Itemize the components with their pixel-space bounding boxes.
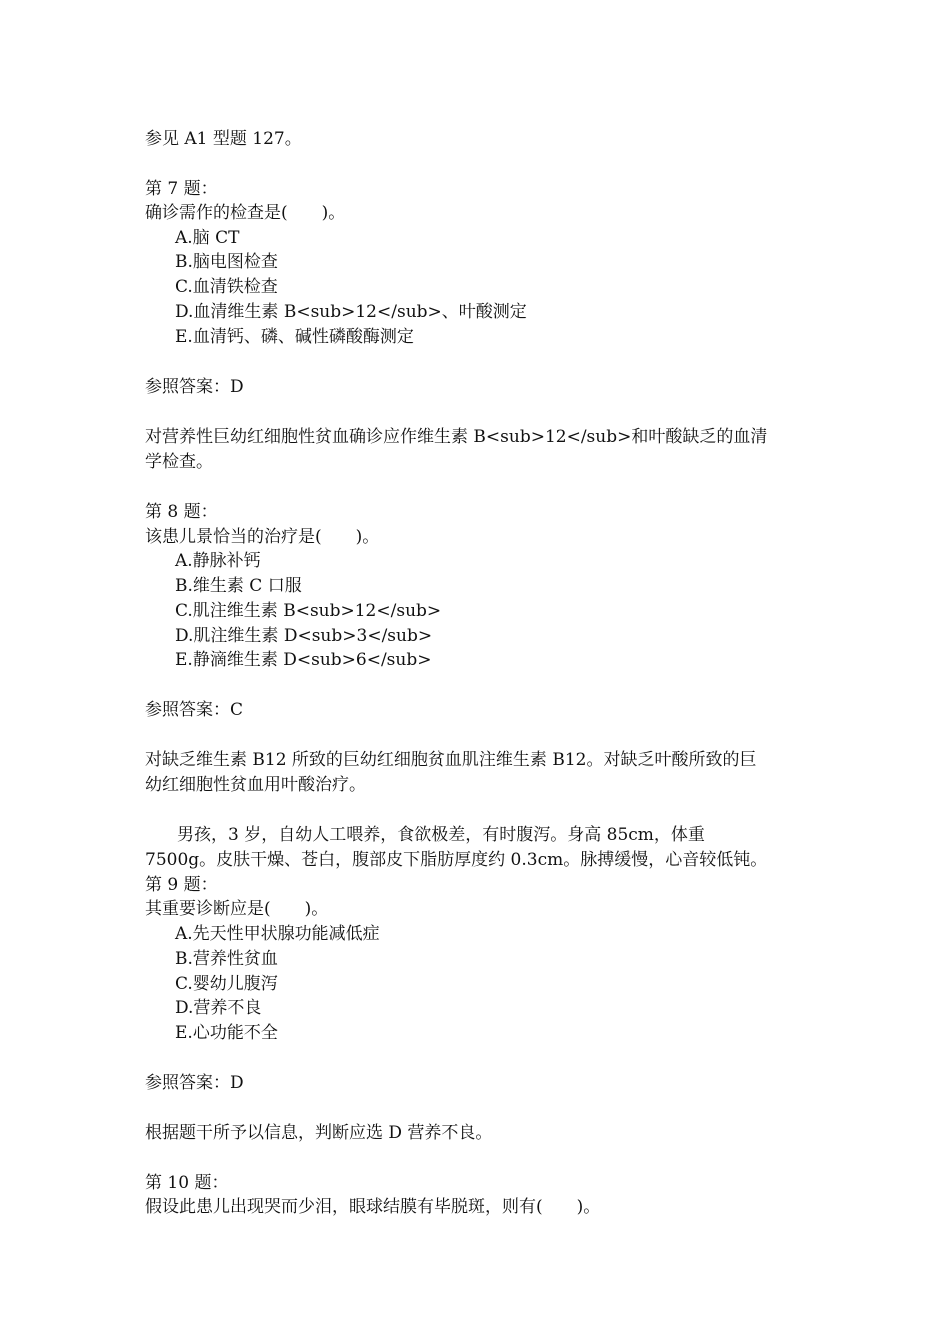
case-description-line-2: 7500g。皮肤干燥、苍白，腹部皮下脂肪厚度约 0.3cm。脉搏缓慢，心音较低钝。 bbox=[145, 850, 768, 870]
question-8-option-d: D.肌注维生素 D<sub>3</sub> bbox=[175, 626, 433, 646]
question-7-option-d: D.血清维生素 B<sub>12</sub>、叶酸测定 bbox=[175, 302, 527, 322]
question-9-option-d: D.营养不良 bbox=[175, 998, 262, 1018]
question-8-answer: 参照答案：C bbox=[145, 700, 244, 720]
question-9-option-e: E.心功能不全 bbox=[175, 1023, 278, 1043]
question-8-option-e: E.静滴维生素 D<sub>6</sub> bbox=[175, 650, 432, 670]
question-7-option-b: B.脑电图检查 bbox=[175, 252, 278, 272]
case-description-line-1: 男孩，3 岁，自幼人工喂养，食欲极差，有时腹泻。身高 85cm，体重 bbox=[177, 825, 705, 845]
question-7-option-a: A.脑 CT bbox=[175, 228, 240, 248]
question-9-number: 第 9 题： bbox=[145, 875, 218, 895]
question-7-explanation-line-2: 学检查。 bbox=[145, 452, 213, 472]
question-8-explanation-line-2: 幼红细胞性贫血用叶酸治疗。 bbox=[145, 775, 366, 795]
question-9-answer: 参照答案：D bbox=[145, 1073, 244, 1093]
question-9-stem: 其重要诊断应是( )。 bbox=[145, 899, 329, 919]
question-8-option-a: A.静脉补钙 bbox=[175, 551, 261, 571]
question-9-explanation: 根据题干所予以信息，判断应选 D 营养不良。 bbox=[145, 1123, 493, 1143]
question-8-option-b: B.维生素 C 口服 bbox=[175, 576, 302, 596]
question-7-stem: 确诊需作的检查是( )。 bbox=[145, 203, 346, 223]
question-10-number: 第 10 题： bbox=[145, 1173, 229, 1193]
intro-reference: 参见 A1 型题 127。 bbox=[145, 129, 302, 149]
question-7-number: 第 7 题： bbox=[145, 179, 218, 199]
question-9-option-b: B.营养性贫血 bbox=[175, 949, 278, 969]
question-7-option-e: E.血清钙、磷、碱性磷酸酶测定 bbox=[175, 327, 414, 347]
question-9-option-c: C.婴幼儿腹泻 bbox=[175, 974, 278, 994]
question-9-option-a: A.先天性甲状腺功能减低症 bbox=[175, 924, 380, 944]
question-8-number: 第 8 题： bbox=[145, 502, 218, 522]
question-7-explanation-line-1: 对营养性巨幼红细胞性贫血确诊应作维生素 B<sub>12</sub>和叶酸缺乏的血清 bbox=[145, 427, 768, 447]
document-page bbox=[145, 0, 815, 1344]
question-7-answer: 参照答案：D bbox=[145, 377, 244, 397]
question-7-option-c: C.血清铁检查 bbox=[175, 277, 278, 297]
question-8-option-c: C.肌注维生素 B<sub>12</sub> bbox=[175, 601, 442, 621]
question-8-explanation-line-1: 对缺乏维生素 B12 所致的巨幼红细胞贫血肌注维生素 B12。对缺乏叶酸所致的巨 bbox=[145, 750, 757, 770]
question-10-stem: 假设此患儿出现哭而少泪，眼球结膜有毕脱斑，则有( )。 bbox=[145, 1197, 601, 1217]
question-8-stem: 该患儿景恰当的治疗是( )。 bbox=[145, 527, 380, 547]
